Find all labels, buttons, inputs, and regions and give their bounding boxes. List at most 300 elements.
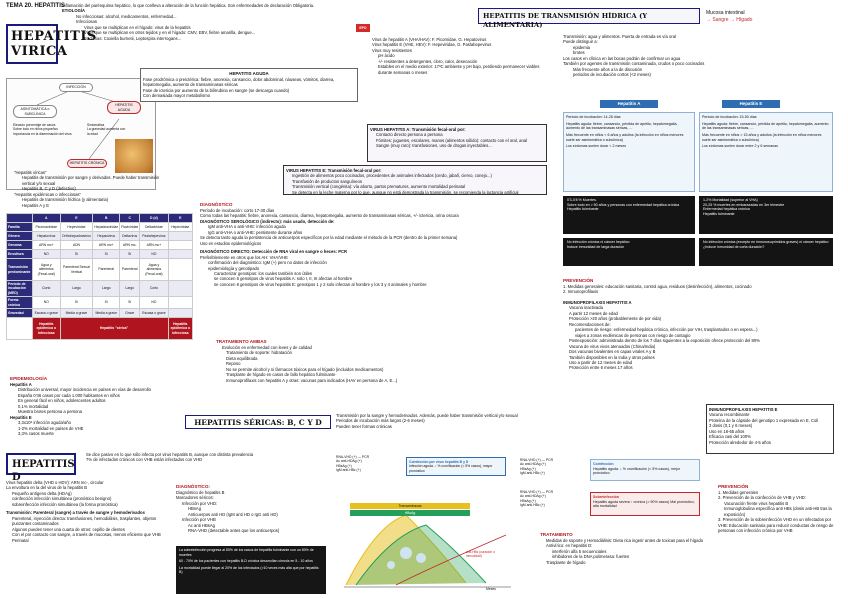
hidrica-line: También por agentes de transmisión contaminada, crudos o poco cocinados <box>563 61 705 67</box>
classification-line: Hepatitis B, C y D (defectivo) <box>22 186 76 192</box>
title-line: HEPATITIS <box>11 29 97 44</box>
legend-item: HBsAg (+) <box>336 463 352 468</box>
box-item: Fómites: juguetes, escolares, manos (alimentos sólido): contacto con el oral, anal <box>376 137 528 143</box>
table-cell: ARN mc+ <box>33 241 61 250</box>
warning-line: La sobreinfección progresa al 80% de los casos de hepatitis fulminante con un 80% de muertes <box>179 548 314 557</box>
outcome-line: ¿Induce inmunidad de corta duración? <box>703 244 765 249</box>
trat-item: Reposo <box>226 361 241 367</box>
table-cell <box>168 309 192 318</box>
inmuno-line: Protección entre 6 meses 17 años <box>569 365 633 371</box>
hepatitis-d-tratamiento <box>540 532 710 565</box>
table-cell: Sí <box>120 250 140 259</box>
tratd-line: Trasplante de hígado <box>546 559 586 565</box>
virus-list <box>372 37 552 75</box>
coinfeccion-box <box>590 459 700 481</box>
virus-comparison-table <box>6 213 193 340</box>
transmision-hidrica-title: HEPATITIS DE TRANSMISIÓN HÍDRICA (Y ALIMENTARIA) <box>478 8 700 24</box>
table-cell: Agua y alimentos (Fecal-oral) <box>33 259 61 281</box>
prevd-line: 3. Prevención de la sobreinfección VHD en un infectados por VHB: Educación sanitaria para reducir conductas de riesgo de personas con infección crónica por VHB <box>718 517 834 534</box>
table-cell: Largo <box>93 281 120 297</box>
outcome-line: No infección crónica ni cáncer hepático <box>567 240 630 244</box>
mortality-line: Hepatitis fulminante <box>703 212 735 217</box>
section-title: PREVENCIÓN <box>563 278 594 283</box>
diagnostico-section <box>200 202 536 287</box>
diagd-line: Marcadores séricos: <box>176 495 214 501</box>
clinic-line: Los síntomas suelen durar entre 2 y 6 semanas <box>702 144 778 149</box>
transmision-hidrica-text <box>563 34 829 78</box>
coinfection-chart <box>336 455 516 595</box>
table-header: B <box>93 214 120 223</box>
table-row <box>7 309 193 318</box>
prevencion-section <box>563 278 829 295</box>
table-cell <box>168 232 192 241</box>
hepd-detail: Con el por contacto con sangre, a través de mucosas, menos eficiente que VHB <box>12 532 161 538</box>
row-label: Envoltura <box>7 250 33 259</box>
hepatitis-e-header: Hepatitis E <box>722 100 780 108</box>
table-cell: ARN mc- <box>120 241 140 250</box>
legend-item: RNA-VHD (+) — PCR <box>336 455 370 459</box>
x-axis-label: Meses <box>486 587 496 591</box>
sobre-title: Sobreinfección <box>593 495 619 499</box>
table-cell: NO <box>140 297 168 309</box>
tratd-line: interferón alfa 5 secuenciales <box>552 548 607 554</box>
hidrica-line: Transmisión: agua y alimentos. Puerta de entrada es vía oral <box>563 34 676 39</box>
diagd-line: Diagnóstico de hepatitis B <box>176 489 225 495</box>
hepatitis-d-details <box>6 480 170 543</box>
note-title: Coinfección por virus hepatitis B y D <box>409 460 469 464</box>
diagram-notes-right <box>87 123 127 136</box>
inmuno-line: viajes a zonas endémicas de personas con riesgo de contagio <box>575 332 691 338</box>
intro-line: Inflamación del parénquima hepático, lo que conlleva a alteración de la función hepática. Son enfermedades de declaración Obligatoria. <box>62 3 315 8</box>
table-header: E <box>60 214 93 223</box>
inmuno-line: Vacuna inactivada <box>569 305 603 311</box>
trat-item: Dieta equilibrada <box>226 355 258 361</box>
table-cell: ARN mc+ <box>93 241 120 250</box>
hepatitis-a-header: Hepatitis A <box>600 100 658 108</box>
clinic-line: Periodo de incubación: 14-28 días <box>566 115 621 119</box>
table-cell: Deltavirus <box>120 232 140 241</box>
table-cell: Corto <box>33 281 61 297</box>
table-header <box>7 214 33 223</box>
table-cell: Media a grave <box>93 309 120 318</box>
diag-line: DIAGNÓSTICO DIRECTO: Detección de RNA viral en sangre o heces: PCR <box>200 249 348 255</box>
table-cell: Flaviviridae <box>120 223 140 232</box>
transaminasas-bar: Transaminasas <box>350 503 470 509</box>
hepatitis-aguda-title: HEPATITIS AGUDA <box>229 71 269 76</box>
legend-item: Ac anti-HDAg (+) <box>520 494 546 499</box>
section-title: DIAGNÓSTICO <box>200 202 233 207</box>
epid-item: Distribución universal, mayor incidencia en países en vías de desarrollo <box>18 387 151 393</box>
table-cell: Hepacivirus <box>93 232 120 241</box>
classification-line: "Hepatitis víricas" <box>14 170 47 175</box>
legend-item: RNA-VHD (+) — PCR <box>520 490 554 494</box>
table-header-row <box>7 214 193 223</box>
diag-line: Período de incubación: corto 17-30 días <box>200 207 275 213</box>
table-cell: Escasa o grave <box>33 309 61 318</box>
note-text: Infección aguda. ↓ % cronificación (< 5% casos), mayor pronóstico <box>409 464 493 473</box>
anti-hbs-label: anti-HBs (curación o inmunidad) <box>466 550 495 559</box>
coinf-text: Hepatitis aguda. ↓ % cronificación (< 5% casos), mejor pronóstico <box>593 466 680 476</box>
section-title: TRATAMIENTO AMBAS <box>216 339 267 344</box>
classification-line: Hepatitis de transmisión por sangre y derivados. Puede haber transmisión vertical y/o sexual <box>22 175 160 186</box>
sobreinfeccion-box <box>590 492 700 516</box>
hepd-line: Se dice pasivo en lo que sólo infecta por virus hepatitis B, aunque con distinta prevalencia <box>86 452 254 457</box>
inmuno-line: pacientes de riesgo: enfermedad hepática crónica, infección por VIH, trasplantados o en espera...) <box>575 327 758 333</box>
subsection-title: Hepatitis A <box>10 381 32 387</box>
section-title: INMUNOPROFILAXIS HEPATITIS A <box>563 300 632 305</box>
box-item: Transfusión de productos sanguíneos <box>292 178 362 184</box>
hepatitis-a-outcome-box <box>563 238 695 266</box>
inmuno-e-line: Protección alrededor de 4-5 años <box>709 439 771 445</box>
row-label: Gravedad <box>7 309 33 318</box>
inmuno-line: Uso a partir de 12 meses de edad <box>569 359 633 365</box>
tratd-line: inhibidores de la DNA polimerasa: fuertes <box>552 554 630 560</box>
prev-item: 1. Medidas generales: educación sanitaria, control agua, residuos (desinfección), alimentos, cocinado <box>563 283 752 289</box>
hepd-detail: coinfección infección simultánea (pronóstico benigno) <box>12 496 112 502</box>
epo-badge: EPO <box>356 24 370 32</box>
diagram-note: La gravedad aumenta con la edad <box>87 127 126 136</box>
hepd-detail: Transmisión: Parenteral (sangre) a través de sangre y hemoderivados <box>6 510 145 516</box>
hepatitis-aguda-box <box>140 68 358 102</box>
tratd-line: Medidas de soporte y Hemodiálisis: Dieta rica ingerir antes de toxicas para el hígado <box>546 537 704 543</box>
table-cell: Largo <box>120 281 140 297</box>
classification-line: Hepatitis de transmisión hídrica (y alimentaria) <box>22 197 109 203</box>
warning-line: 60 - 70% de los pacientes con hepatitis B-D crónica desarrollan cirrosis en 5 - 10 años <box>179 559 313 564</box>
table-cell: Picornaviridae <box>33 223 61 232</box>
table-row <box>7 241 193 250</box>
table-cell: Deltaviridae <box>140 223 168 232</box>
diag-line: se conocen 6 genotipos de virus hepatitis A: solo I, II, III afectan al hombre <box>214 276 353 282</box>
diagd-line: HBsAg <box>188 506 202 512</box>
etiologia-label: ETIOLOGÍA <box>62 8 86 14</box>
aguda-item: Con demasiada mayor metabolismo <box>143 93 211 99</box>
hepatitis-d-summary <box>86 452 296 463</box>
box-item: Transmisión vertical (congénita): vía aborto, partos prematuros, aumento mortalidad perinatal <box>292 184 466 190</box>
row-label: Forma crónica <box>7 297 33 309</box>
mortality-line: 20-25 % muertes en embarazadas en 3er trimestre <box>703 202 785 207</box>
diag-line: DIAGNÓSTICO SEROLÓGICO (indirecto): más usado, detección de: <box>200 218 335 224</box>
hepatitis-aguda-node: HEPATITIS AGUDA <box>107 101 141 114</box>
table-row <box>7 250 193 259</box>
tratamiento-section <box>216 339 534 383</box>
virus-line: Virus de hepatitis A (VHA/HAV): F. Picornidae, G. Hepatovirus <box>372 37 487 42</box>
row-label: Período de incubación (MED) <box>7 281 33 297</box>
legend-item: IgM anti-HBc (+) <box>520 503 545 508</box>
virus-line: pH ácido <box>378 53 395 59</box>
mucosa-route <box>706 10 806 23</box>
table-cell: Paslahepevirus <box>140 232 168 241</box>
clinic-line: Hepatitis aguda: fiebre, cansancio, pérdida de apetito, hepatomegalia, aumento de las transaminasas séricas, ... <box>566 121 678 131</box>
outcome-line: Induce inmunidad de larga duración <box>567 244 625 249</box>
inmunoprofilaxis-e-box <box>706 404 834 454</box>
hidrica-line: periodos de incubación cortos (<2 meses) <box>573 72 651 78</box>
mortality-line: Sobre todo en > 50 años y personas con enfermedad hepática crónica <box>567 202 680 207</box>
diagd-line: Infección por VHB <box>182 517 216 523</box>
clinic-line: Periodo de incubación: 15-50 días <box>702 115 757 119</box>
table-cell <box>168 297 192 309</box>
table-cell: Escasa o grave <box>140 309 168 318</box>
right-chart-legend-top <box>520 458 584 476</box>
diag-line: se conocen 8 genotipos de virus hepatitis E: genotipos 1 y 2 solo infectan al hombre y los 3 y 4 animales y hombre <box>214 281 427 287</box>
table-cell: Parenteral <box>120 259 140 281</box>
hepd-detail: Parenteral, inyección directa: transfusiones, hemodiálisis, trasplantes, objetos punzantes contaminados <box>12 515 157 527</box>
etiologia-item: Virus que se multiplican en el hígado: virus de la hepatitis <box>84 24 191 30</box>
liver-image <box>115 139 153 173</box>
asintomatica-node: ASINTOMÁTICA o SUBCLÍNICA <box>13 105 57 118</box>
sobreinfeccion-warning-box <box>176 546 326 594</box>
right-chart-legend-bottom <box>520 490 584 508</box>
table-header: D (d) <box>140 214 168 223</box>
hepatitis-a-transmission-box <box>367 124 547 162</box>
hidrica-line: Puede distinguir a: <box>563 39 598 45</box>
diagd-line: RNA-VHD (detectable antes que los anticuerpos) <box>188 528 280 534</box>
mortality-line: Hepatitis fulminante <box>567 207 599 212</box>
section-title: EPIDEMIOLOGÍA <box>10 376 48 381</box>
hepd-detail: Pequeño antígeno delta (HDAg) <box>12 490 72 496</box>
epid-item: 0,1% mortalidad <box>18 403 49 409</box>
hidrica-line: epidemia <box>573 44 590 50</box>
prevd-line: 2. Prevención de la coinfección de VHB y VHD: <box>718 495 806 501</box>
legend-item: HBsAg (+) <box>520 466 536 471</box>
diagram-note: Sobre todo en niños pequeños <box>13 127 58 132</box>
subsection-title: Hepatitis E <box>10 414 32 420</box>
inmuno-line: También disponibles en la India y otros países <box>569 354 655 360</box>
hepatitis-e-outcome-box <box>699 238 833 266</box>
hidrica-line: Los casos en clínica en las bocas podrán de confirmar un agua <box>563 55 681 61</box>
table-cell: Corto <box>140 281 168 297</box>
table-cell: Largo <box>60 281 93 297</box>
prevd-line: Inmunoglobulina específica anti HBs (dosis anti-HB tras la exposición) <box>724 506 832 517</box>
clinic-line: Los síntomas suelen durar < 2 meses <box>566 144 627 149</box>
table-row <box>7 297 193 309</box>
box-item: Se detecta en la leche materna por lo que, aunque no está demostrada la transmisión, se recomienda la lactancia artificial <box>292 189 519 195</box>
infeccion-node: INFECCIÓN <box>59 83 93 92</box>
epid-item: 3,3% casos muerte <box>18 431 54 437</box>
clinic-line: Hepatitis aguda: fiebre, cansancio, pérdida de apetito, hepatomegalia, aumento de las transaminasas séricas, ... <box>702 121 829 131</box>
hepatitis-virica-title <box>6 24 97 64</box>
diagd-line: Infección por VHD: <box>182 500 218 506</box>
inmuno-e-line: Vacuna recombinante <box>709 412 750 418</box>
hepd-detail: sobreinfección infección simultánea (la forma pronóstica) <box>12 501 118 507</box>
epid-item: 1-2% mortalidad en países de VHE <box>18 425 84 431</box>
classification-line: Hepatitis A y E <box>22 202 49 208</box>
table-cell: Hepatovirus <box>33 232 61 241</box>
inmuno-line: Protección >20 años (probablemente de por vida) <box>569 316 662 322</box>
hidrica-line: brotes <box>573 50 585 56</box>
footer-cell: Hepatitis epidémica o infecciosa <box>168 318 192 340</box>
trat-item: Inmunoprofilaxis con hepatitis A y otras: vacunas para indicados (HAV en persona de A, E...) <box>226 377 398 383</box>
prev-item: 2. Inmunoprofilaxis <box>563 289 599 295</box>
hepd-line: 7% de infectados crónicos con VHB están infectados con VHD <box>86 457 203 463</box>
aguda-item: Fase prodrómica o preictérica: fiebre, anorexia, cansancio, dolor abdominal, náuseas, vómitos, diarrea, hepatomegalia, aumento de transaminasas séricas <box>143 76 335 88</box>
epid-item: España 0'46 casos por cada 1.000 habitantes en niños <box>18 392 120 398</box>
hepatitis-d-diagnostico <box>176 484 332 534</box>
table-row <box>7 232 193 241</box>
inmuno-e-line: 3 dosis (0,1 y 6 meses) <box>709 423 753 429</box>
row-label: Transmisión predominante <box>7 259 33 281</box>
row-label: Genoma <box>7 241 33 250</box>
prevd-line: 1. Medidas generales <box>718 489 759 495</box>
virus-line: Estables en el medio exterior: 17ºC ambiente y pH bajo, perdiendo permanecer viables durante semanas o meses <box>378 64 540 75</box>
diagram-note: Elevado porcentaje de casos <box>13 123 56 127</box>
table-header: C <box>120 214 140 223</box>
hepd-detail: Perinatal <box>12 537 29 543</box>
row-label: Género <box>7 232 33 241</box>
etiologia-item: Infecciosas <box>76 19 97 25</box>
sericas-line: Pueden tener formas crónicas <box>336 423 392 429</box>
sericas-summary <box>336 413 546 429</box>
box-title: VIRUS HEPATITIS E: Transmisión fecal-oral por: <box>286 168 382 173</box>
page-title: TEMA 20. HEPATITIS <box>6 3 65 9</box>
hepatitis-e-transmission-box <box>283 165 547 195</box>
table-cell: Grave <box>120 309 140 318</box>
box-item: Contacto directo persona a persona <box>376 132 443 138</box>
diag-line: Caracterizar genotipos: los cuales también son útiles <box>214 270 312 276</box>
hepatitis-d-title: HEPATITIS D <box>6 453 76 475</box>
section-title: INMUNOPROFILAXIS HEPATITIS E <box>709 407 778 412</box>
table-cell: ADN <box>60 241 93 250</box>
diag-line: IgG anti-VHA o anti-VHE: persistente durante años <box>208 229 303 235</box>
table-cell: NO <box>140 250 168 259</box>
table-cell: Sí <box>60 250 93 259</box>
table-cell <box>168 281 192 297</box>
table-cell: Hepeviridae <box>168 223 192 232</box>
hepd-detail: Virus hepatitis delta (VHD o HDV): ARN mc-, circular <box>6 480 104 485</box>
inmuno-e-line: Proteína de la cápside del genotipo 1 expresada en E. Coli <box>709 417 819 423</box>
table-cell: Parenteral Sexual Vertical <box>60 259 93 281</box>
hepatitis-d-prevencion <box>718 484 838 534</box>
section-title: TRATAMIENTO <box>540 532 573 537</box>
etiologia-item: Bacterias: Coxiella burnetii, Leptospira interrogans... <box>84 35 182 41</box>
diagram-note: Importancia en la diseminación del virus <box>13 131 72 136</box>
clinic-line: Más frecuente en niños > 15 años y adultos (la infección en niños menores suele ser asintomática o subclínica) <box>702 133 822 142</box>
box-item: Ingestión de alimentos poco cocinados, procedentes de animales infectados (cerdo, jabalí, ciervo, conejo...) <box>292 173 492 179</box>
hbsag-bar: HBsAg <box>350 510 470 516</box>
diagram-note: Sintomática <box>87 123 105 127</box>
hepatitis-a-clinic-box <box>563 112 695 192</box>
virus-line: +/- resistentes a detergentes, cloro, calor, desecación <box>378 58 478 64</box>
diag-line: epidemiología y genotipado <box>208 265 260 271</box>
prevd-line: Vacunación frente virus hepatitis B <box>724 500 789 506</box>
sericas-line: Transmisión por la sangre y hemoderivados. Además, puede haber transmisión vertical y/o sexual <box>336 413 518 418</box>
table-cell: Parenteral <box>93 259 120 281</box>
inmunoprofilaxis-a-section <box>563 300 829 371</box>
diagd-line: Anticuerpos anti HD (IgM anti HD o IgG anti HD) <box>188 511 278 517</box>
footer-cell: Hepatitis "sérica" <box>60 318 168 340</box>
inmuno-line: A partir 12 meses de edad <box>569 310 618 316</box>
table-cell: Sí <box>120 297 140 309</box>
diag-line: Uso en estudios epidemiológicos <box>200 240 262 246</box>
table-cell: NO <box>33 297 61 309</box>
hepatitis-cronica-node: HEPATITIS CRÓNICA <box>67 159 107 168</box>
table-cell: Sí <box>93 297 120 309</box>
legend-item: Ac anti-HDAg (+) <box>520 462 546 467</box>
inmuno-line: Postexposición: administrada dentro de los 7 días siguientes a la exposición ofrece protección del 80% <box>569 338 760 344</box>
footer-cell: Hepatitis epidémica o infecciosa <box>33 318 61 340</box>
diagd-line: Ac anti HBsAg <box>188 522 215 528</box>
legend-item: IgM anti-HBc (+) <box>336 468 361 473</box>
epid-item: En general fácil en niños, adolescentes adultos <box>18 398 106 404</box>
table-cell <box>168 241 192 250</box>
etiologia-item: Virus que se multiplican en otros tejidos y en el hígado: CMV, EBV, fiebre amarilla, dengue... <box>84 30 256 36</box>
table-cell: Orthohepadnavirus <box>60 232 93 241</box>
table-cell: Sí <box>60 297 93 309</box>
legend-item: Ac anti-HDAg (+) <box>336 459 362 464</box>
coinf-note <box>406 457 506 476</box>
section-title: DIAGNÓSTICO: <box>176 484 210 489</box>
table-cell: Sí <box>93 250 120 259</box>
row-label: Familia <box>7 223 33 232</box>
intro-block <box>62 3 348 41</box>
hepd-detail: La envoltura en la del virus de la hepatitis B <box>6 485 88 491</box>
clinic-line: Más frecuente en niños < 6 años y adultos (la infección en niños menores suele ser asintomática o subclínica) <box>566 133 684 142</box>
warning-line: La mortalidad puede llegar al 20% de los infectados (>10 veces más alta que por hepatitis B) <box>179 565 319 575</box>
table-cell: Agua y alimentos (Fecal-oral) <box>140 259 168 281</box>
title-line: VIRICA <box>11 44 68 59</box>
inmuno-e-line: Eficacia casi del 100% <box>709 434 751 440</box>
outcome-line: No infección crónica (excepto en inmunosuprimidos graves) ni cáncer hepático <box>703 240 829 244</box>
hepatitis-sericas-title: HEPATITIS SÉRICAS: B, C Y D <box>185 415 331 429</box>
table-cell: NO <box>33 250 61 259</box>
epid-item: 3,3x10⁶ infección aguda/año <box>18 420 71 426</box>
trat-item: Evolución en enfermedad con leves y de calidad <box>222 344 312 350</box>
epidemiologia-section <box>10 376 210 437</box>
table-cell: Hepadnaviridae <box>93 223 120 232</box>
trat-item: Tratamiento de soporte: hidratación <box>226 350 292 356</box>
sericas-line: Periodos de incubación más largos (2-6 meses) <box>336 418 425 424</box>
table-cell: Hepeviridae <box>60 223 93 232</box>
mortality-line: Enfermedad hepática crónica <box>703 207 750 212</box>
mortality-line: 1-2% Mortalidad (superior al VHA) <box>703 198 758 202</box>
trat-item: No se permite alcohol y ni fármacos tóxicos para el hígado (incluidos medicamentos) <box>226 366 384 372</box>
hepatitis-a-mortality-box <box>563 196 695 234</box>
epid-item: Muestra brotes persona a persona <box>18 409 83 415</box>
mucosa-label: Mucosa intestinal <box>706 10 745 16</box>
inmuno-e-line: Uso en 16-65 años <box>709 428 745 434</box>
legend-item: RNA-VHD (+) — PCR <box>520 458 554 462</box>
legend-item: IgM anti-HBc (+) <box>520 471 545 476</box>
virus-line: Virus muy resistentes <box>372 47 412 53</box>
table-cell: ARN mc+ <box>140 241 168 250</box>
table-row <box>7 259 193 281</box>
classification-list <box>14 170 164 208</box>
legend-item: HBsAg (+) <box>520 498 536 503</box>
diag-line: Preferiblemente en otros que los AH: VHA/VHE <box>200 254 288 260</box>
inmuno-line: Vacuna de virus vivos atenuados (China/India) <box>569 343 656 349</box>
diag-line: IgM anti-VHA o anti-VHE: infección aguda <box>208 224 286 230</box>
inmuno-line: Recomendaciones de: <box>569 321 611 327</box>
table-cell <box>168 250 192 259</box>
mortality-line: 0'3-0'8 % Muertes. <box>567 198 597 202</box>
diag-line: Como todas las hepatitis: fiebre, anorexia, cansancio, diarrea, hepatomegalia, aumento de transaminasas séricas, +/- ictericia, orina oscura <box>200 213 459 219</box>
table-row <box>7 223 193 232</box>
hepatitis-e-mortality-box <box>699 196 833 234</box>
diagram-notes <box>13 123 77 136</box>
box-item: Sangre (muy raro): transfusiones, uso de drogas inyectables... <box>376 143 492 149</box>
table-row <box>7 281 193 297</box>
section-title: PREVENCIÓN <box>718 484 749 489</box>
coinf-title: Coinfección <box>593 462 614 466</box>
sobre-text: Hepatitis aguda severa ↑ crónica (> 90% casos) Mal pronóstico, alta mortalidad <box>593 499 695 509</box>
hepatitis-e-clinic-box <box>699 112 833 192</box>
aguda-item: Fase de ictericia por aumento de la bilirrubina en sangre (se descarga cuando) <box>143 87 290 93</box>
box-title: VIRUS HEPATITIS A: Transmisión fecal-oral por: <box>370 127 466 132</box>
hepd-detail: Algunos pueden tener una cuarta de otros: cepillo de dientes <box>12 526 125 532</box>
hidrica-line: Más frecuente años a la de discusión <box>573 66 643 72</box>
table-cell <box>168 259 192 281</box>
trat-item: Trasplante de hígado en casos de fallo hepático fulminante <box>226 372 336 378</box>
table-header: A <box>33 214 61 223</box>
